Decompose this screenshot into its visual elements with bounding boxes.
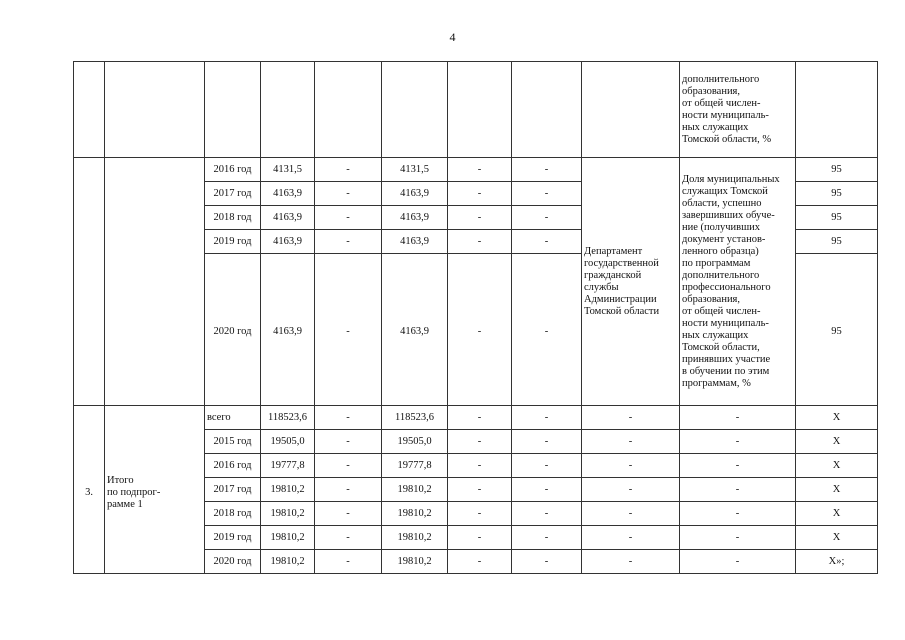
cell-other: -	[512, 254, 582, 406]
cell-federal: -	[315, 158, 382, 182]
cell-total: 4163,9	[261, 254, 315, 406]
cell-value: Х	[796, 502, 878, 526]
cell-local: -	[448, 230, 512, 254]
cell-dept: -	[582, 502, 680, 526]
cell-other: -	[512, 526, 582, 550]
cell-local: -	[448, 406, 512, 430]
cell-local: -	[448, 158, 512, 182]
cell-other: -	[512, 406, 582, 430]
cell-local: -	[448, 526, 512, 550]
cell-regional: 19810,2	[382, 478, 448, 502]
cell-dept: -	[582, 406, 680, 430]
cell-year: 2018 год	[205, 502, 261, 526]
cell-indicator: -	[680, 454, 796, 478]
cell-value: Х	[796, 454, 878, 478]
cell-local: -	[448, 206, 512, 230]
cell-regional: 118523,6	[382, 406, 448, 430]
cell-num	[74, 158, 105, 406]
cell-value: 95	[796, 158, 878, 182]
cell-value: 95	[796, 182, 878, 206]
cell-federal: -	[315, 406, 382, 430]
cell-total: 19505,0	[261, 430, 315, 454]
cell-federal: -	[315, 230, 382, 254]
cell-local: -	[448, 182, 512, 206]
cell-local: -	[448, 430, 512, 454]
cell-regional: 19777,8	[382, 454, 448, 478]
cell-num	[74, 62, 105, 158]
cell-year: 2020 год	[205, 254, 261, 406]
cell-regional: 4131,5	[382, 158, 448, 182]
cell-other: -	[512, 478, 582, 502]
cell-value: Х	[796, 526, 878, 550]
cell-other: -	[512, 230, 582, 254]
cell-indicator: -	[680, 502, 796, 526]
page-number: 4	[449, 30, 456, 44]
cell-value: Х»;	[796, 550, 878, 574]
cell-other: -	[512, 454, 582, 478]
cell-value: 95	[796, 206, 878, 230]
cell-other: -	[512, 502, 582, 526]
cell-local: -	[448, 550, 512, 574]
cell-name	[105, 62, 205, 158]
summary-name: Итого по подпрог- рамме 1	[105, 406, 205, 574]
cell-dept: -	[582, 454, 680, 478]
cell-other: -	[512, 550, 582, 574]
cell-total: 19810,2	[261, 550, 315, 574]
cell-value	[796, 62, 878, 158]
cell-value: Х	[796, 478, 878, 502]
department-cell: Департамент государственной гражданской службы Администрации Томской области	[582, 158, 680, 406]
cell-year: 2017 год	[205, 478, 261, 502]
cell-other: -	[512, 430, 582, 454]
cell-regional: 19810,2	[382, 550, 448, 574]
cell-dept: -	[582, 478, 680, 502]
cell-indicator: -	[680, 526, 796, 550]
indicator-continuation-text: дополнительного образования, от общей числен- ности муниципаль- ных служащих Томской области, %	[680, 62, 796, 158]
cell-year: 2019 год	[205, 526, 261, 550]
cell-total: 4163,9	[261, 182, 315, 206]
cell-regional: 19810,2	[382, 526, 448, 550]
cell-value: Х	[796, 406, 878, 430]
cell-other: -	[512, 182, 582, 206]
cell-regional: 4163,9	[382, 206, 448, 230]
table-row	[74, 406, 878, 430]
cell-federal: -	[315, 526, 382, 550]
cell-regional: 4163,9	[382, 182, 448, 206]
cell-federal: -	[315, 454, 382, 478]
cell-local: -	[448, 478, 512, 502]
summary-number: 3.	[74, 406, 105, 574]
table-row	[74, 158, 878, 182]
cell-federal: -	[315, 502, 382, 526]
cell-value: 95	[796, 230, 878, 254]
cell-value: 95	[796, 254, 878, 406]
cell-total: 4131,5	[261, 158, 315, 182]
table-row-continuation	[74, 62, 878, 158]
indicator-cell: Доля муниципальных служащих Томской области, успешно завершивших обуче- ние (получивших документ установ- ленного образца) по программам дополнительного профессионального образования, от общей числен- ности муниципаль- ных служащих Томской области, принявших участие в обучении по этим программам, %	[680, 158, 796, 406]
cell-local	[448, 62, 512, 158]
cell-year: 2016 год	[205, 454, 261, 478]
cell-dept: -	[582, 526, 680, 550]
cell-other	[512, 62, 582, 158]
cell-year: 2019 год	[205, 230, 261, 254]
cell-regional: 4163,9	[382, 254, 448, 406]
cell-federal: -	[315, 254, 382, 406]
cell-regional: 19505,0	[382, 430, 448, 454]
cell-value: Х	[796, 430, 878, 454]
cell-total: 19810,2	[261, 526, 315, 550]
cell-indicator: -	[680, 406, 796, 430]
cell-total	[261, 62, 315, 158]
cell-total: 4163,9	[261, 206, 315, 230]
cell-year	[205, 62, 261, 158]
cell-federal: -	[315, 206, 382, 230]
cell-name	[105, 158, 205, 406]
cell-total: 19777,8	[261, 454, 315, 478]
cell-year: 2020 год	[205, 550, 261, 574]
cell-regional: 19810,2	[382, 502, 448, 526]
cell-federal	[315, 62, 382, 158]
cell-federal: -	[315, 478, 382, 502]
cell-total: 4163,9	[261, 230, 315, 254]
cell-federal: -	[315, 182, 382, 206]
cell-total: 118523,6	[261, 406, 315, 430]
cell-indicator: -	[680, 550, 796, 574]
cell-dept: -	[582, 550, 680, 574]
cell-local: -	[448, 502, 512, 526]
cell-year: 2017 год	[205, 182, 261, 206]
cell-total: 19810,2	[261, 502, 315, 526]
cell-year: 2018 год	[205, 206, 261, 230]
cell-year: 2015 год	[205, 430, 261, 454]
cell-dept: -	[582, 430, 680, 454]
cell-local: -	[448, 454, 512, 478]
cell-dept	[582, 62, 680, 158]
cell-indicator: -	[680, 478, 796, 502]
cell-federal: -	[315, 430, 382, 454]
cell-local: -	[448, 254, 512, 406]
cell-total: 19810,2	[261, 478, 315, 502]
program-table	[73, 61, 878, 574]
cell-other: -	[512, 206, 582, 230]
cell-regional: 4163,9	[382, 230, 448, 254]
cell-other: -	[512, 158, 582, 182]
cell-year: всего	[205, 406, 261, 430]
cell-indicator: -	[680, 430, 796, 454]
cell-year: 2016 год	[205, 158, 261, 182]
cell-regional	[382, 62, 448, 158]
cell-federal: -	[315, 550, 382, 574]
